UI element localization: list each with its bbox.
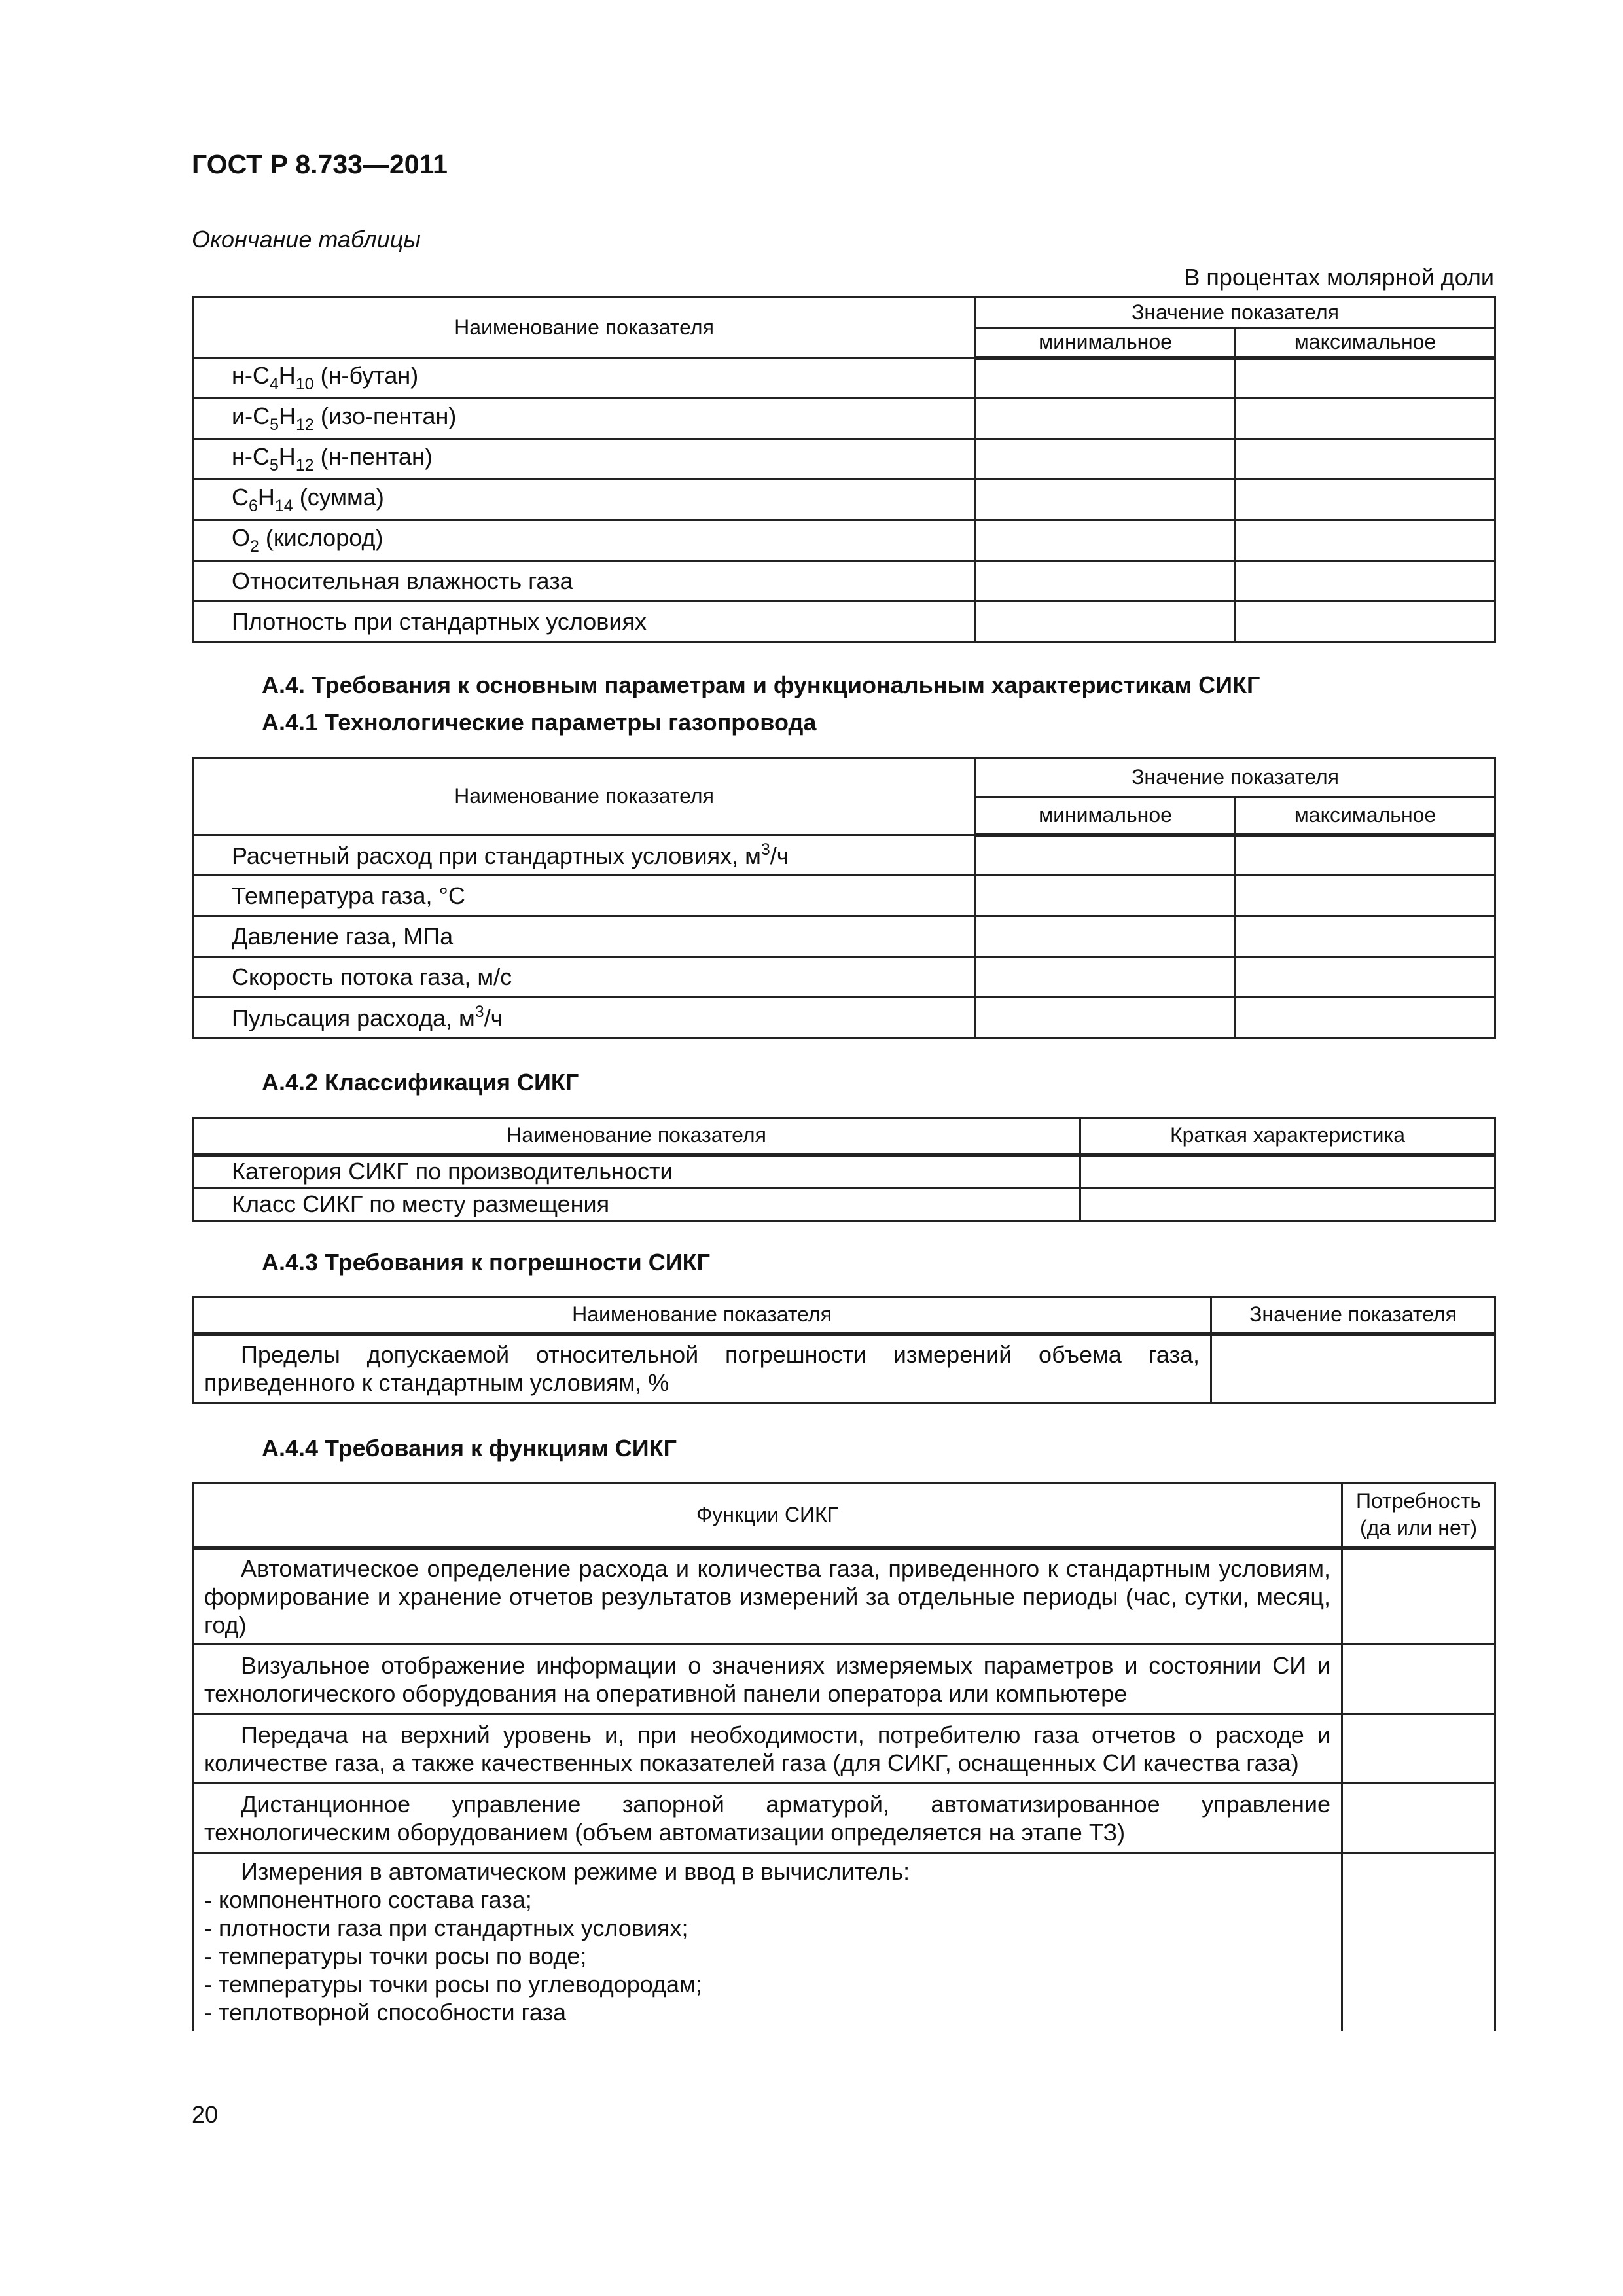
table-row (193, 399, 1495, 439)
row-label: Категория СИКГ по производительности (193, 1155, 1080, 1188)
min-value-cell[interactable] (976, 358, 1236, 399)
column-header-characteristic: Краткая характеристика (1080, 1118, 1495, 1155)
table-row (193, 1853, 1495, 2031)
table-row (193, 601, 1495, 642)
max-value-cell[interactable] (1236, 835, 1495, 876)
max-value-cell[interactable] (1236, 876, 1495, 916)
table-row (193, 835, 1495, 876)
column-header-value: Значение показателя (1211, 1297, 1495, 1334)
row-label: Плотность при стандартных условиях (193, 601, 976, 642)
min-value-cell[interactable] (976, 835, 1236, 876)
section-heading-a4-1: А.4.1 Технологические параметры газопровода (262, 709, 817, 736)
column-header-name: Наименование показателя (193, 758, 976, 835)
max-value-cell[interactable] (1236, 916, 1495, 957)
table-row (193, 520, 1495, 561)
min-value-cell[interactable] (976, 997, 1236, 1038)
table-continuation-caption: Окончание таблицы (192, 226, 421, 253)
table-row (193, 1645, 1495, 1714)
table-row (193, 1188, 1495, 1221)
table-row (193, 1548, 1495, 1645)
min-value-cell[interactable] (976, 876, 1236, 916)
column-header-min: минимальное (976, 328, 1236, 358)
row-label: Пульсация расхода, $м^3/ч$ (193, 997, 976, 1038)
row-label: Класс СИКГ по месту размещения (193, 1188, 1080, 1221)
table-row (193, 358, 1495, 399)
function-description: Визуальное отображение информации о значениях измеряемых параметров и состоянии СИ и технологического оборудования на оперативной панели оператора или компьютере (193, 1645, 1342, 1714)
row-label: $и-С_5Н_{12}$ (изо-пентан) (193, 399, 976, 439)
row-label: Давление газа, МПа (193, 916, 976, 957)
column-header-max: максимальное (1236, 328, 1495, 358)
max-value-cell[interactable] (1236, 480, 1495, 520)
row-label: Пределы допускаемой относительной погрешности измерений объема газа, приведенного к стандартным условиям, % (193, 1334, 1211, 1403)
function-description: Дистанционное управление запорной арматурой, автоматизированное управление технологическим оборудованием (объем автоматизации определяется на этапе ТЗ) (193, 1784, 1342, 1853)
characteristic-cell[interactable] (1080, 1155, 1495, 1188)
column-header-name: Наименование показателя (193, 1297, 1211, 1334)
min-value-cell[interactable] (976, 480, 1236, 520)
table-row (193, 1155, 1495, 1188)
row-label: $О_2$ (кислород) (193, 520, 976, 561)
row-label: $н-С_4Н_{10}$ (н-бутан) (193, 358, 976, 399)
row-label: Температура газа, °С (193, 876, 976, 916)
table-row (193, 997, 1495, 1038)
max-value-cell[interactable] (1236, 439, 1495, 480)
list-item: - плотности газа при стандартных условиях; (204, 1914, 688, 1941)
section-heading-a4-4: А.4.4 Требования к функциям СИКГ (262, 1435, 677, 1462)
max-value-cell[interactable] (1236, 601, 1495, 642)
row-label: Расчетный расход при стандартных условиях, $м^3/ч$ (193, 835, 976, 876)
function-description: Автоматическое определение расхода и количества газа, приведенного к стандартным условиям, формирование и хранение отчетов результатов измерений за отдельные периоды (час, сутки, месяц, год) (193, 1548, 1342, 1645)
min-value-cell[interactable] (976, 561, 1236, 601)
list-item: - теплотворной способности газа (204, 1999, 567, 2026)
column-header-value: Значение показателя (976, 758, 1495, 797)
column-header-name: Наименование показателя (193, 1118, 1080, 1155)
measurement-intro: Измерения в автоматическом режиме и ввод в вычислитель: (241, 1858, 910, 1885)
min-value-cell[interactable] (976, 399, 1236, 439)
page-number: 20 (192, 2101, 219, 2128)
need-cell[interactable] (1342, 1548, 1495, 1645)
table-row (193, 439, 1495, 480)
function-description: Передача на верхний уровень и, при необходимости, потребителю газа отчетов о расходе и количестве газа, а также качественных показателей газа (для СИКГ, оснащенных СИ качества газа) (193, 1714, 1342, 1784)
table-row (193, 561, 1495, 601)
column-header-functions: Функции СИКГ (193, 1483, 1342, 1548)
column-header-max: максимальное (1236, 797, 1495, 835)
value-cell[interactable] (1211, 1334, 1495, 1403)
list-item: - компонентного состава газа; (204, 1886, 532, 1913)
section-heading-a4-3: А.4.3 Требования к погрешности СИКГ (262, 1249, 711, 1276)
table-row (193, 1714, 1495, 1784)
column-header-min: минимальное (976, 797, 1236, 835)
max-value-cell[interactable] (1236, 561, 1495, 601)
function-description (193, 1853, 1342, 2031)
max-value-cell[interactable] (1236, 957, 1495, 997)
section-heading-a4-2: А.4.2 Классификация СИКГ (262, 1069, 579, 1096)
need-cell[interactable] (1342, 1714, 1495, 1784)
row-label: $н-С_5Н_{12}$ (н-пентан) (193, 439, 976, 480)
unit-note: В процентах молярной доли (1184, 264, 1494, 291)
row-label: $С_6Н_{14}$ (сумма) (193, 480, 976, 520)
column-header-need: Потребность (да или нет) (1342, 1483, 1495, 1548)
need-cell[interactable] (1342, 1853, 1495, 2031)
list-item: - температуры точки росы по углеводородам; (204, 1971, 702, 1998)
min-value-cell[interactable] (976, 957, 1236, 997)
functions-table (192, 1482, 1496, 2031)
max-value-cell[interactable] (1236, 358, 1495, 399)
max-value-cell[interactable] (1236, 520, 1495, 561)
table-row (193, 876, 1495, 916)
pipeline-parameters-table (192, 757, 1496, 1039)
min-value-cell[interactable] (976, 916, 1236, 957)
column-header-value: Значение показателя (976, 297, 1495, 328)
table-row (193, 916, 1495, 957)
document-code: ГОСТ Р 8.733—2011 (192, 149, 448, 179)
row-label: Относительная влажность газа (193, 561, 976, 601)
column-header-name: Наименование показателя (193, 297, 976, 358)
min-value-cell[interactable] (976, 520, 1236, 561)
max-value-cell[interactable] (1236, 997, 1495, 1038)
need-cell[interactable] (1342, 1645, 1495, 1714)
need-cell[interactable] (1342, 1784, 1495, 1853)
section-heading-a4: А.4. Требования к основным параметрам и функциональным характеристикам СИКГ (262, 672, 1260, 698)
max-value-cell[interactable] (1236, 399, 1495, 439)
row-label: Скорость потока газа, м/с (193, 957, 976, 997)
error-requirements-table (192, 1296, 1496, 1404)
table-row (193, 957, 1495, 997)
list-item: - температуры точки росы по воде; (204, 1943, 587, 1969)
components-table (192, 296, 1496, 643)
classification-table (192, 1117, 1496, 1222)
table-row (193, 1334, 1495, 1403)
min-value-cell[interactable] (976, 601, 1236, 642)
characteristic-cell[interactable] (1080, 1188, 1495, 1221)
table-row (193, 480, 1495, 520)
min-value-cell[interactable] (976, 439, 1236, 480)
table-row (193, 1784, 1495, 1853)
